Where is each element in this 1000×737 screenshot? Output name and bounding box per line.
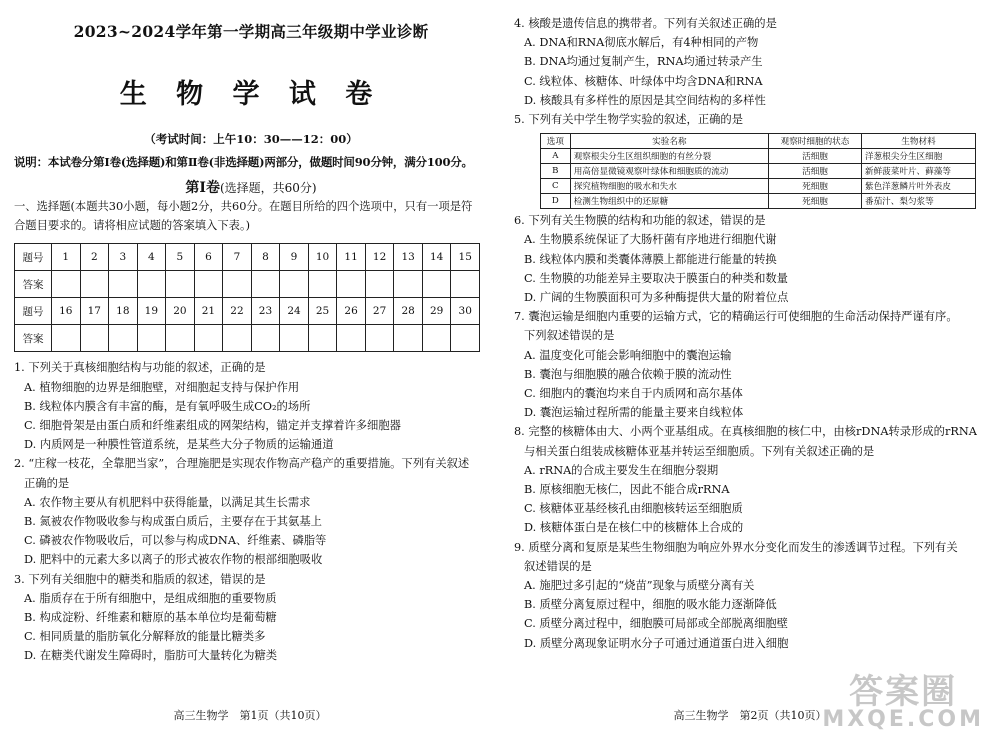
- section-subtitle: (选择题，共60分): [219, 181, 317, 195]
- answer-cell: [394, 325, 423, 352]
- answer-cell: [194, 271, 223, 298]
- table-cell: 死细胞: [769, 179, 862, 194]
- answer-cell: [194, 325, 223, 352]
- option-line: B. 原核细胞无核仁，因此不能合成rRNA: [524, 483, 730, 497]
- question-number-cell: 24: [280, 298, 309, 325]
- question-number-cell: 22: [223, 298, 252, 325]
- question-number-cell: 4: [137, 244, 166, 271]
- instructions: 说明：本试卷分第Ⅰ卷(选择题)和第Ⅱ卷(非选择题)两部分，做题时间90分钟，满分100分。: [14, 155, 473, 169]
- answer-cell: [52, 325, 81, 352]
- question-number-cell: 26: [337, 298, 366, 325]
- question-number-cell: 17: [80, 298, 109, 325]
- option-line: C. 核糖体亚基经核孔由细胞核转运至细胞质: [524, 502, 743, 516]
- table-cell: 洋葱根尖分生区细胞: [861, 149, 975, 164]
- question-line: 8. 完整的核糖体由大、小两个亚基组成。在真核细胞的核仁中，由核rDNA转录形成的rRNA: [514, 425, 977, 439]
- answer-cell: [251, 325, 280, 352]
- question-line: 7. 囊泡运输是细胞内重要的运输方式，它的精确运行可使细胞的生命活动保持严谨有序。: [514, 310, 958, 324]
- option-line: B. 线粒体内膜含有丰富的酶，是有氧呼吸生成CO₂的场所: [24, 399, 311, 413]
- row-label: 答案: [15, 325, 52, 352]
- table-cell: 番茄汁、梨匀浆等: [861, 194, 975, 209]
- option-line: D. 核酸具有多样性的原因是其空间结构的多样性: [524, 93, 766, 107]
- question-number-cell: 21: [194, 298, 223, 325]
- option-line: B. 囊泡与细胞膜的融合依赖于膜的流动性: [524, 367, 732, 381]
- question-line: 1. 下列关于真核细胞结构与功能的叙述，正确的是: [14, 361, 266, 375]
- option-line: B. DNA均通过复制产生，RNA均通过转录产生: [524, 55, 763, 69]
- option-line: A. 温度变化可能会影响细胞中的囊泡运输: [524, 348, 732, 362]
- question-number-cell: 1: [52, 244, 81, 271]
- answer-cell: [308, 325, 337, 352]
- table-row: [541, 179, 976, 194]
- question-number-cell: 11: [337, 244, 366, 271]
- table-cell: 探究植物细胞的吸水和失水: [570, 179, 768, 194]
- intro: [14, 197, 488, 235]
- exam-header: 2023~2024学年第一学期高三年级期中学业诊断: [73, 22, 429, 41]
- answer-row: [15, 271, 480, 298]
- page-footer: 高三生物学 第1页（共10页）: [173, 709, 327, 722]
- answer-cell: [280, 325, 309, 352]
- option-line: C. 相同质量的脂肪氧化分解释放的能量比糖类多: [24, 630, 266, 644]
- question-list-left: [14, 358, 488, 665]
- watermark-text: 答案圈: [849, 672, 958, 712]
- option-line: C. 生物膜的功能差异主要取决于膜蛋白的种类和数量: [524, 271, 788, 285]
- answer-cell: [223, 325, 252, 352]
- exam-time: （考试时间：上午10：30——12：00）: [144, 132, 358, 146]
- answer-cell: [422, 325, 451, 352]
- section-heading: [14, 177, 488, 197]
- question-line: 叙述错误的是: [524, 559, 592, 573]
- question-number-row: [15, 298, 480, 325]
- answer-cell: [365, 325, 394, 352]
- table-cell: 活细胞: [769, 164, 862, 179]
- question-number-cell: 9: [280, 244, 309, 271]
- question-line: 2. “庄稼一枝花，全靠肥当家”，合理施肥是实现农作物高产稳产的重要措施。下列有关叙述: [14, 457, 470, 471]
- table-row: [541, 164, 976, 179]
- question-line: 下列叙述错误的是: [524, 329, 615, 343]
- answer-cell: [80, 325, 109, 352]
- question-line: 与相关蛋白组装成核糖体亚基并转运至细胞质。下列有关叙述正确的是: [524, 444, 875, 458]
- question-number-cell: 28: [394, 298, 423, 325]
- option-line: C. 细胞骨架是由蛋白质和纤维素组成的网架结构，锚定并支撑着许多细胞器: [24, 419, 401, 433]
- question-number-cell: 29: [422, 298, 451, 325]
- option-line: D. 内质网是一种膜性管道系统，是某些大分子物质的运输通道: [24, 438, 334, 452]
- table-cell: 用高倍显微镜观察叶绿体和细胞质的流动: [570, 164, 768, 179]
- answer-cell: [337, 325, 366, 352]
- question-number-row: [15, 244, 480, 271]
- experiment-table: [540, 133, 976, 209]
- answer-cell: [280, 271, 309, 298]
- option-line: B. 构成淀粉、纤维素和糖原的基本单位均是葡萄糖: [24, 611, 277, 625]
- question-number-cell: 8: [251, 244, 280, 271]
- question-number-cell: 16: [52, 298, 81, 325]
- watermark-url: MXQE.COM: [822, 707, 984, 732]
- answer-cell: [365, 271, 394, 298]
- answer-cell: [422, 271, 451, 298]
- question-line: 9. 质壁分离和复原是某些生物细胞为响应外界水分变化而发生的渗透调节过程。下列有关: [514, 540, 958, 554]
- question-number-cell: 5: [166, 244, 195, 271]
- table-cell: 紫色洋葱鳞片叶外表皮: [861, 179, 975, 194]
- table-row: [541, 149, 976, 164]
- table-row: [541, 194, 976, 209]
- option-line: A. 生物膜系统保证了大肠杆菌有序地进行细胞代谢: [524, 233, 777, 247]
- option-line: D. 在糖类代谢发生障碍时，脂肪可大量转化为糖类: [24, 649, 278, 663]
- option-line: C. 质壁分离过程中，细胞膜可局部或全部脱离细胞壁: [524, 617, 788, 631]
- table-cell: 新鲜菠菜叶片、藓藻等: [861, 164, 975, 179]
- table-cell: C: [541, 179, 571, 194]
- question-number-cell: 7: [223, 244, 252, 271]
- question-number-cell: 3: [109, 244, 138, 271]
- table-header-cell: 选项: [541, 134, 571, 149]
- answer-cell: [166, 325, 195, 352]
- question-number-cell: 20: [166, 298, 195, 325]
- question-line: 5. 下列有关中学生物学实验的叙述，正确的是: [514, 113, 744, 127]
- option-line: A. 植物细胞的边界是细胞壁，对细胞起支持与保护作用: [24, 380, 300, 394]
- question-list-right-bottom: [514, 211, 986, 653]
- answer-cell: [137, 325, 166, 352]
- question-number-cell: 19: [137, 298, 166, 325]
- option-line: C. 线粒体、核糖体、叶绿体中均含DNA和RNA: [524, 74, 763, 88]
- answer-cell: [80, 271, 109, 298]
- answer-cell: [394, 271, 423, 298]
- question-line: 6. 下列有关生物膜的结构和功能的叙述，错误的是: [514, 214, 766, 228]
- option-line: B. 质壁分离复原过程中，细胞的吸水能力逐渐降低: [524, 598, 777, 612]
- answer-cell: [109, 271, 138, 298]
- table-cell: 活细胞: [769, 149, 862, 164]
- option-line: C. 磷被农作物吸收后，可以参与构成DNA、纤维素、磷脂等: [24, 534, 327, 548]
- question-number-cell: 23: [251, 298, 280, 325]
- option-line: A. 施肥过多引起的“烧苗”现象与质壁分离有关: [524, 579, 755, 593]
- option-line: D. 囊泡运输过程所需的能量主要来自线粒体: [524, 406, 744, 420]
- question-number-cell: 14: [422, 244, 451, 271]
- question-number-cell: 12: [365, 244, 394, 271]
- answer-cell: [52, 271, 81, 298]
- question-number-cell: 10: [308, 244, 337, 271]
- table-header-cell: 生物材料: [861, 134, 975, 149]
- intro-line: 合题目要求的。请将相应试题的答案填入下表。): [14, 219, 250, 233]
- option-line: B. 线粒体内膜和类囊体薄膜上都能进行能量的转换: [524, 252, 777, 266]
- answer-cell: [451, 325, 480, 352]
- question-number-cell: 6: [194, 244, 223, 271]
- answer-row: [15, 325, 480, 352]
- question-number-cell: 27: [365, 298, 394, 325]
- option-line: A. rRNA的合成主要发生在细胞分裂期: [524, 463, 719, 477]
- option-line: D. 肥料中的元素大多以离子的形式被农作物的根部细胞吸收: [24, 553, 323, 567]
- option-line: D. 广阔的生物膜面积可为多种酶提供大量的附着位点: [524, 291, 789, 305]
- intro-line: 一、选择题(本题共30小题，每小题2分，共60分。在题目所给的四个选项中，只有一项是符: [14, 200, 473, 213]
- row-label: 题号: [15, 244, 52, 271]
- page-right: [500, 0, 1000, 737]
- table-cell: D: [541, 194, 571, 209]
- table-cell: 检测生物组织中的还原糖: [570, 194, 768, 209]
- answer-table: [14, 243, 480, 352]
- question-number-cell: 25: [308, 298, 337, 325]
- answer-cell: [223, 271, 252, 298]
- option-line: A. 脂质存在于所有细胞中，是组成细胞的重要物质: [24, 591, 277, 605]
- table-cell: A: [541, 149, 571, 164]
- table-cell: B: [541, 164, 571, 179]
- answer-cell: [109, 325, 138, 352]
- table-header-cell: 实验名称: [570, 134, 768, 149]
- table-header-row: [541, 134, 976, 149]
- option-line: A. DNA和RNA彻底水解后，有4种相同的产物: [524, 36, 759, 50]
- question-number-cell: 18: [109, 298, 138, 325]
- answer-cell: [251, 271, 280, 298]
- option-line: D. 质壁分离现象证明水分子可通过通道蛋白进入细胞: [524, 636, 789, 650]
- page-footer: 高三生物学 第2页（共10页）: [673, 709, 827, 722]
- option-line: C. 细胞内的囊泡均来自于内质网和高尔基体: [524, 387, 743, 401]
- table-cell: 观察根尖分生区组织细胞的有丝分裂: [570, 149, 768, 164]
- question-line: 3. 下列有关细胞中的糖类和脂质的叙述，错误的是: [14, 572, 266, 586]
- table-header-cell: 观察时细胞的状态: [769, 134, 862, 149]
- answer-cell: [166, 271, 195, 298]
- question-number-cell: 30: [451, 298, 480, 325]
- question-line: 4. 核酸是遗传信息的携带者。下列有关叙述正确的是: [514, 17, 777, 30]
- row-label: 答案: [15, 271, 52, 298]
- question-number-cell: 2: [80, 244, 109, 271]
- question-number-cell: 15: [451, 244, 480, 271]
- question-list-right-top: [514, 14, 986, 129]
- option-line: D. 核糖体蛋白是在核仁中的核糖体上合成的: [524, 521, 744, 535]
- table-cell: 死细胞: [769, 194, 862, 209]
- option-line: A. 农作物主要从有机肥料中获得能量，以满足其生长需求: [24, 495, 311, 509]
- question-line: 正确的是: [24, 476, 70, 490]
- exam-title: 生 物 学 试 卷: [119, 79, 383, 110]
- row-label: 题号: [15, 298, 52, 325]
- answer-cell: [137, 271, 166, 298]
- answer-cell: [308, 271, 337, 298]
- answer-cell: [451, 271, 480, 298]
- option-line: B. 氮被农作物吸收参与构成蛋白质后，主要存在于其氨基上: [24, 515, 322, 529]
- section-title: 第Ⅰ卷: [185, 180, 220, 196]
- question-number-cell: 13: [394, 244, 423, 271]
- watermark-logo: [822, 672, 984, 732]
- answer-cell: [337, 271, 366, 298]
